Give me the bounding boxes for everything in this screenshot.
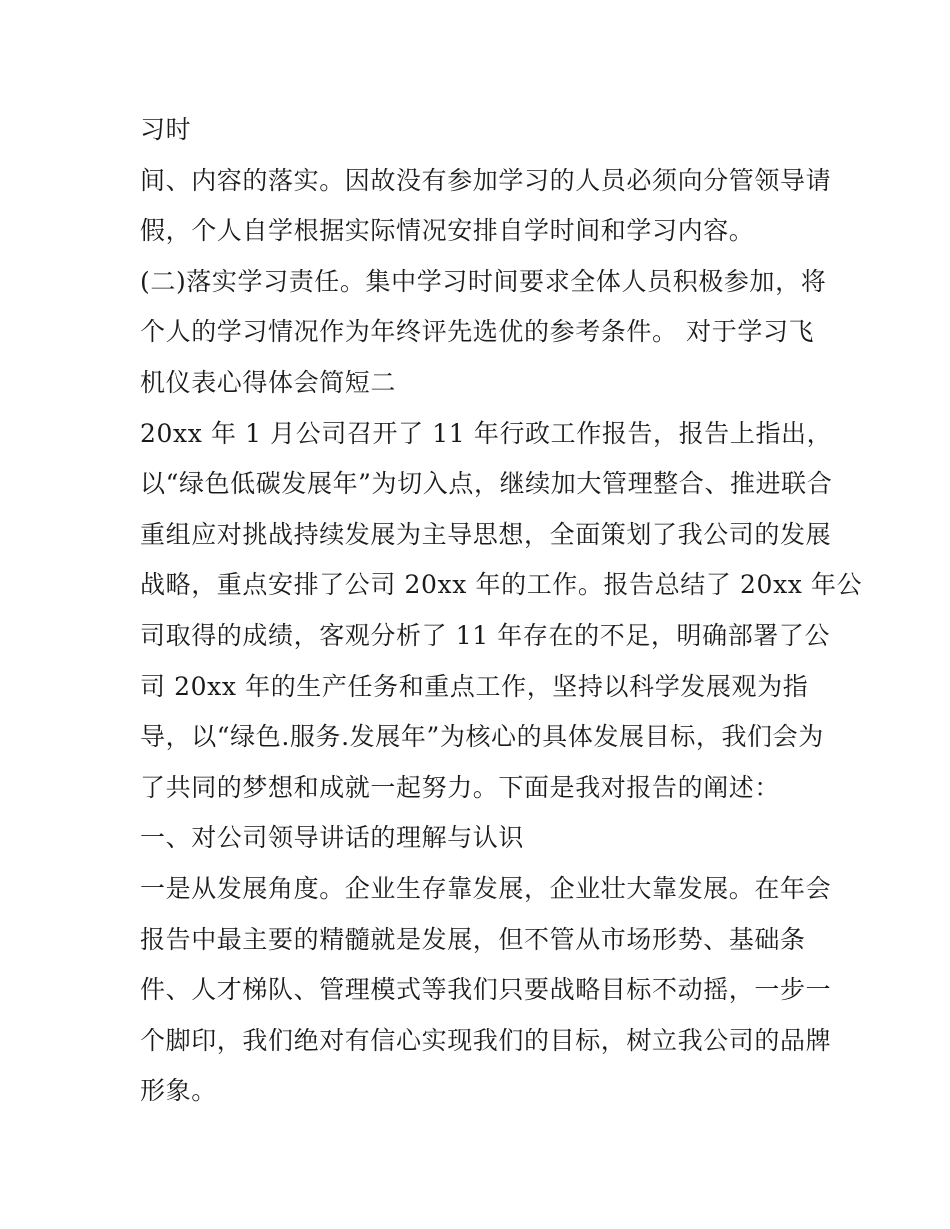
text-line: 形象。 [140,1076,217,1105]
text-line: 司 20xx 年的生产任务和重点工作，坚持以科学发展观为指 [140,672,809,701]
text-line: 20xx 年 1 月公司召开了 11 年行政工作报告，报告上指出， [140,419,833,448]
text-line: 司取得的成绩，客观分析了 11 年存在的不足，明确部署了公 [140,621,831,650]
text-line: 一是从发展角度。企业生存靠发展，企业壮大靠发展。在年会 [140,874,832,903]
text-line: 件、人才梯队、管理模式等我们只要战略目标不动摇，一步一 [140,975,832,1004]
text-line: 战略，重点安排了公司 20xx 年的工作。报告总结了 20xx 年公 [140,570,863,599]
text-line: 重组应对挑战持续发展为主导思想，全面策划了我公司的发展 [140,520,832,549]
section-heading: 一、对公司领导讲话的理解与认识 [140,823,525,852]
text-line: 机仪表心得体会简短二 [140,368,397,397]
text-line: 了共同的梦想和成就一起努力。下面是我对报告的阐述： [140,773,781,802]
text-line: 个脚印，我们绝对有信心实现我们的目标，树立我公司的品牌 [140,1026,832,1055]
text-line: 间、内容的落实。因故没有参加学习的人员必须向分管领导请 [140,166,832,195]
text-line: 以“绿色低碳发展年”为切入点，继续加大管理整合、推进联合 [140,469,833,498]
text-line: 习时 [140,115,192,144]
text-line: 假，个人自学根据实际情况安排自学时间和学习内容。 [140,216,755,245]
text-line: (二)落实学习责任。集中学习时间要求全体人员积极参加，将 [140,267,827,296]
text-line: 个人的学习情况作为年终评先选优的参考条件。 对于学习飞 [140,317,815,346]
text-line: 报告中最主要的精髓就是发展，但不管从市场形势、基础条 [140,925,806,954]
text-line: 导，以“绿色.服务.发展年”为核心的具体发展目标，我们会为 [140,722,824,751]
